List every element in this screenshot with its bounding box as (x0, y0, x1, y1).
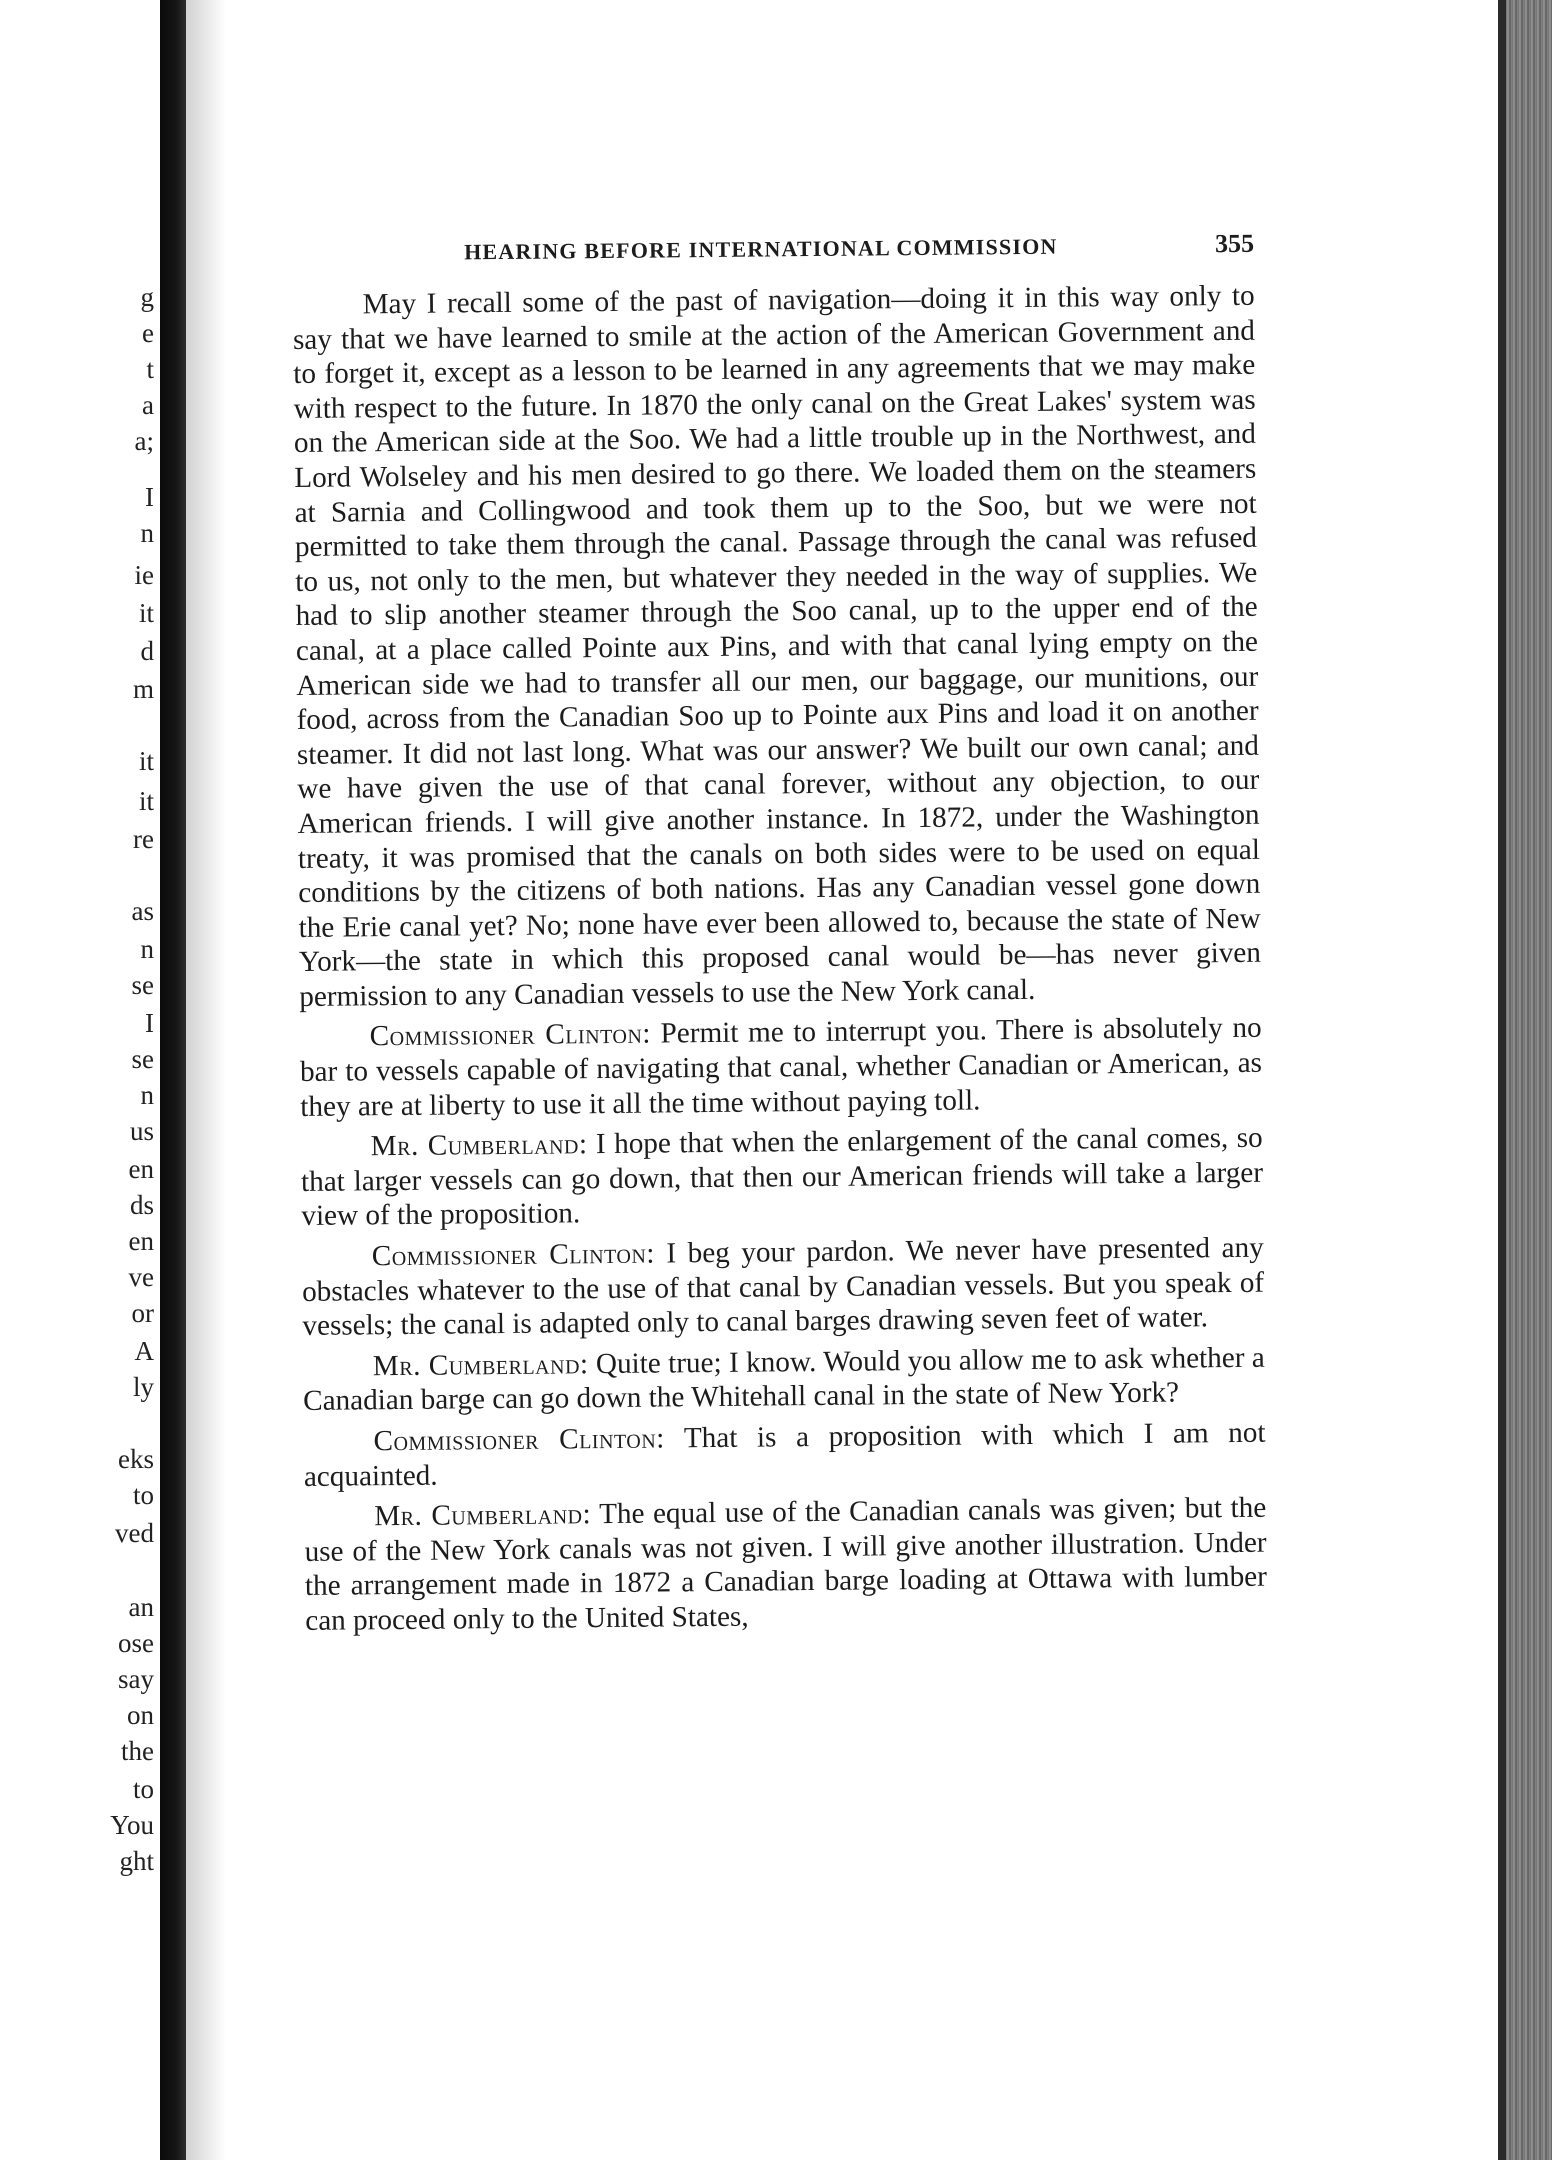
paragraph (292, 279, 1261, 1015)
left-fragment: an (128, 1592, 154, 1622)
paragraph (303, 1416, 1266, 1494)
left-fragment: e (142, 318, 154, 348)
left-fragment: ie (134, 560, 154, 590)
left-fragment: You (110, 1810, 154, 1840)
left-fragment: it (138, 598, 154, 628)
paragraph (300, 1011, 1263, 1124)
paragraph (302, 1231, 1265, 1344)
left-fragment: n (140, 934, 154, 964)
paragraph-text: The equal use of the Canadian canals was given; but the use of the New York canals was not given. I will give another illustration. Under the arrangement made in 1872 a Canadian barge loading at Ottawa with lumber can proceed only to the United States, (304, 1491, 1268, 1637)
left-fragment: n (140, 1080, 154, 1110)
left-fragment: ved (115, 1518, 154, 1548)
left-fragment: say (118, 1664, 154, 1694)
running-title: HEARING BEFORE INTERNATIONAL COMMISSION (464, 233, 1058, 265)
left-fragment: it (138, 786, 154, 816)
left-fragment: ly (132, 1372, 154, 1402)
left-fragment: t (146, 354, 154, 384)
paragraph-text: I hope that when the enlargement of the canal comes, so that larger vessels can go down, that then our American friends will take a larger view of the proposition. (300, 1121, 1264, 1233)
left-fragment: se (131, 970, 154, 1000)
left-fragment: us (129, 1116, 154, 1146)
left-fragment: re (133, 824, 154, 854)
speaker: Commissioner Clinton: (373, 1422, 665, 1458)
gutter-shadow (186, 0, 226, 2160)
left-fragment: the (121, 1736, 154, 1766)
left-fragment: ght (119, 1846, 154, 1876)
left-fragment: a (142, 390, 154, 420)
paragraph (301, 1121, 1264, 1234)
left-fragment: en (128, 1226, 154, 1256)
speaker: Mr. Cumberland: (370, 1128, 588, 1163)
paragraph-text: Quite true; I know. Would you allow me to ask whether a Canadian barge can go down the Whitehall canal in the state of New York? (303, 1341, 1265, 1418)
book-gutter (160, 0, 186, 2160)
paragraph-text: That is a proposition with which I am not acquainted. (303, 1416, 1266, 1493)
paragraph-text: I beg your pardon. We never have presented any obstacles whatever to the use of that canal by Canadian vessels. But you speak of vessels; the canal is adapted only to canal barges drawing seven feet of water. (301, 1231, 1265, 1343)
left-fragment: to (132, 1774, 154, 1804)
left-fragment: to (132, 1480, 154, 1510)
left-fragment: m (132, 674, 154, 704)
paragraph-text: Permit me to interrupt you. There is absolutely no bar to vessels capable of navigating that canal, whether Canadian or American, as they are at liberty to use it all the time without paying toll. (299, 1012, 1263, 1123)
running-head (292, 229, 1254, 280)
paragraph-text: May I recall some of the past of navigation—doing it in this way only to say that we have learned to smile at the action of the American Government and to forget it, except as a lesson to be learned in any agreements that we may make with respect to the future. In 1870 the only canal on the Great Lakes' system was on the American side at the Soo. We had a little trouble up in the Northwest, and Lord Wolseley and his men desired to go there. We loaded them on the steamers at Sarnia and Collingwood and took them up to the Soo, but we were not permitted to take them through the canal. Passage through the canal was refused to us, not only to the men, but whatever they needed in the way of supplies. We had to slip another steamer through the Soo canal, up to the upper end of the canal, at a place called Pointe aux Pins, and with that canal lying empty on the American side we had to transfer all our men, our baggage, our munitions, our food, across from the Canadian Soo up to Pointe aux Pins and load it on another steamer. It did not last long. What was our answer? We built our own canal; and we have given the use of that canal forever, without any objection, to our American friends. I will give another instance. In 1872, under the Washington treaty, it was promised that the canals on both sides were to be used on equal conditions by the citizens of both nations. Has any Canadian vessel gone down the Erie canal yet? No; none have ever been allowed to, because the state of New York—the state in which this proposed canal would be—has never given permission to any Canadian vessels to use the New York canal. (292, 279, 1262, 1013)
book-page-edges (1506, 0, 1552, 2160)
left-fragment: g (140, 282, 154, 312)
left-fragment: A (134, 1336, 154, 1366)
page-edge-line (1498, 0, 1506, 2160)
left-fragment: ds (129, 1190, 154, 1220)
left-fragment: on (127, 1700, 154, 1730)
paragraph (303, 1341, 1266, 1419)
left-fragment: a; (134, 426, 154, 456)
left-fragment: as (131, 896, 154, 926)
paragraph (304, 1491, 1267, 1639)
left-fragment: I (145, 1008, 154, 1038)
page-content (292, 229, 1267, 1645)
left-fragment: I (145, 482, 154, 512)
left-fragment: ve (128, 1262, 154, 1292)
speaker: Mr. Cumberland: (372, 1348, 589, 1383)
left-fragment: d (140, 636, 154, 666)
left-fragment: it (138, 746, 154, 776)
left-fragment: se (131, 1044, 154, 1074)
left-fragment: eks (118, 1444, 154, 1474)
page-number: 355 (1214, 228, 1255, 259)
left-fragment: ose (118, 1628, 154, 1658)
speaker: Mr. Cumberland: (374, 1498, 592, 1533)
speaker: Commissioner Clinton: (369, 1018, 652, 1053)
previous-page-edge (0, 0, 160, 2160)
left-fragment: en (128, 1154, 154, 1184)
speaker: Commissioner Clinton: (371, 1237, 656, 1273)
left-fragment: or (131, 1298, 154, 1328)
left-fragment: n (140, 518, 154, 548)
